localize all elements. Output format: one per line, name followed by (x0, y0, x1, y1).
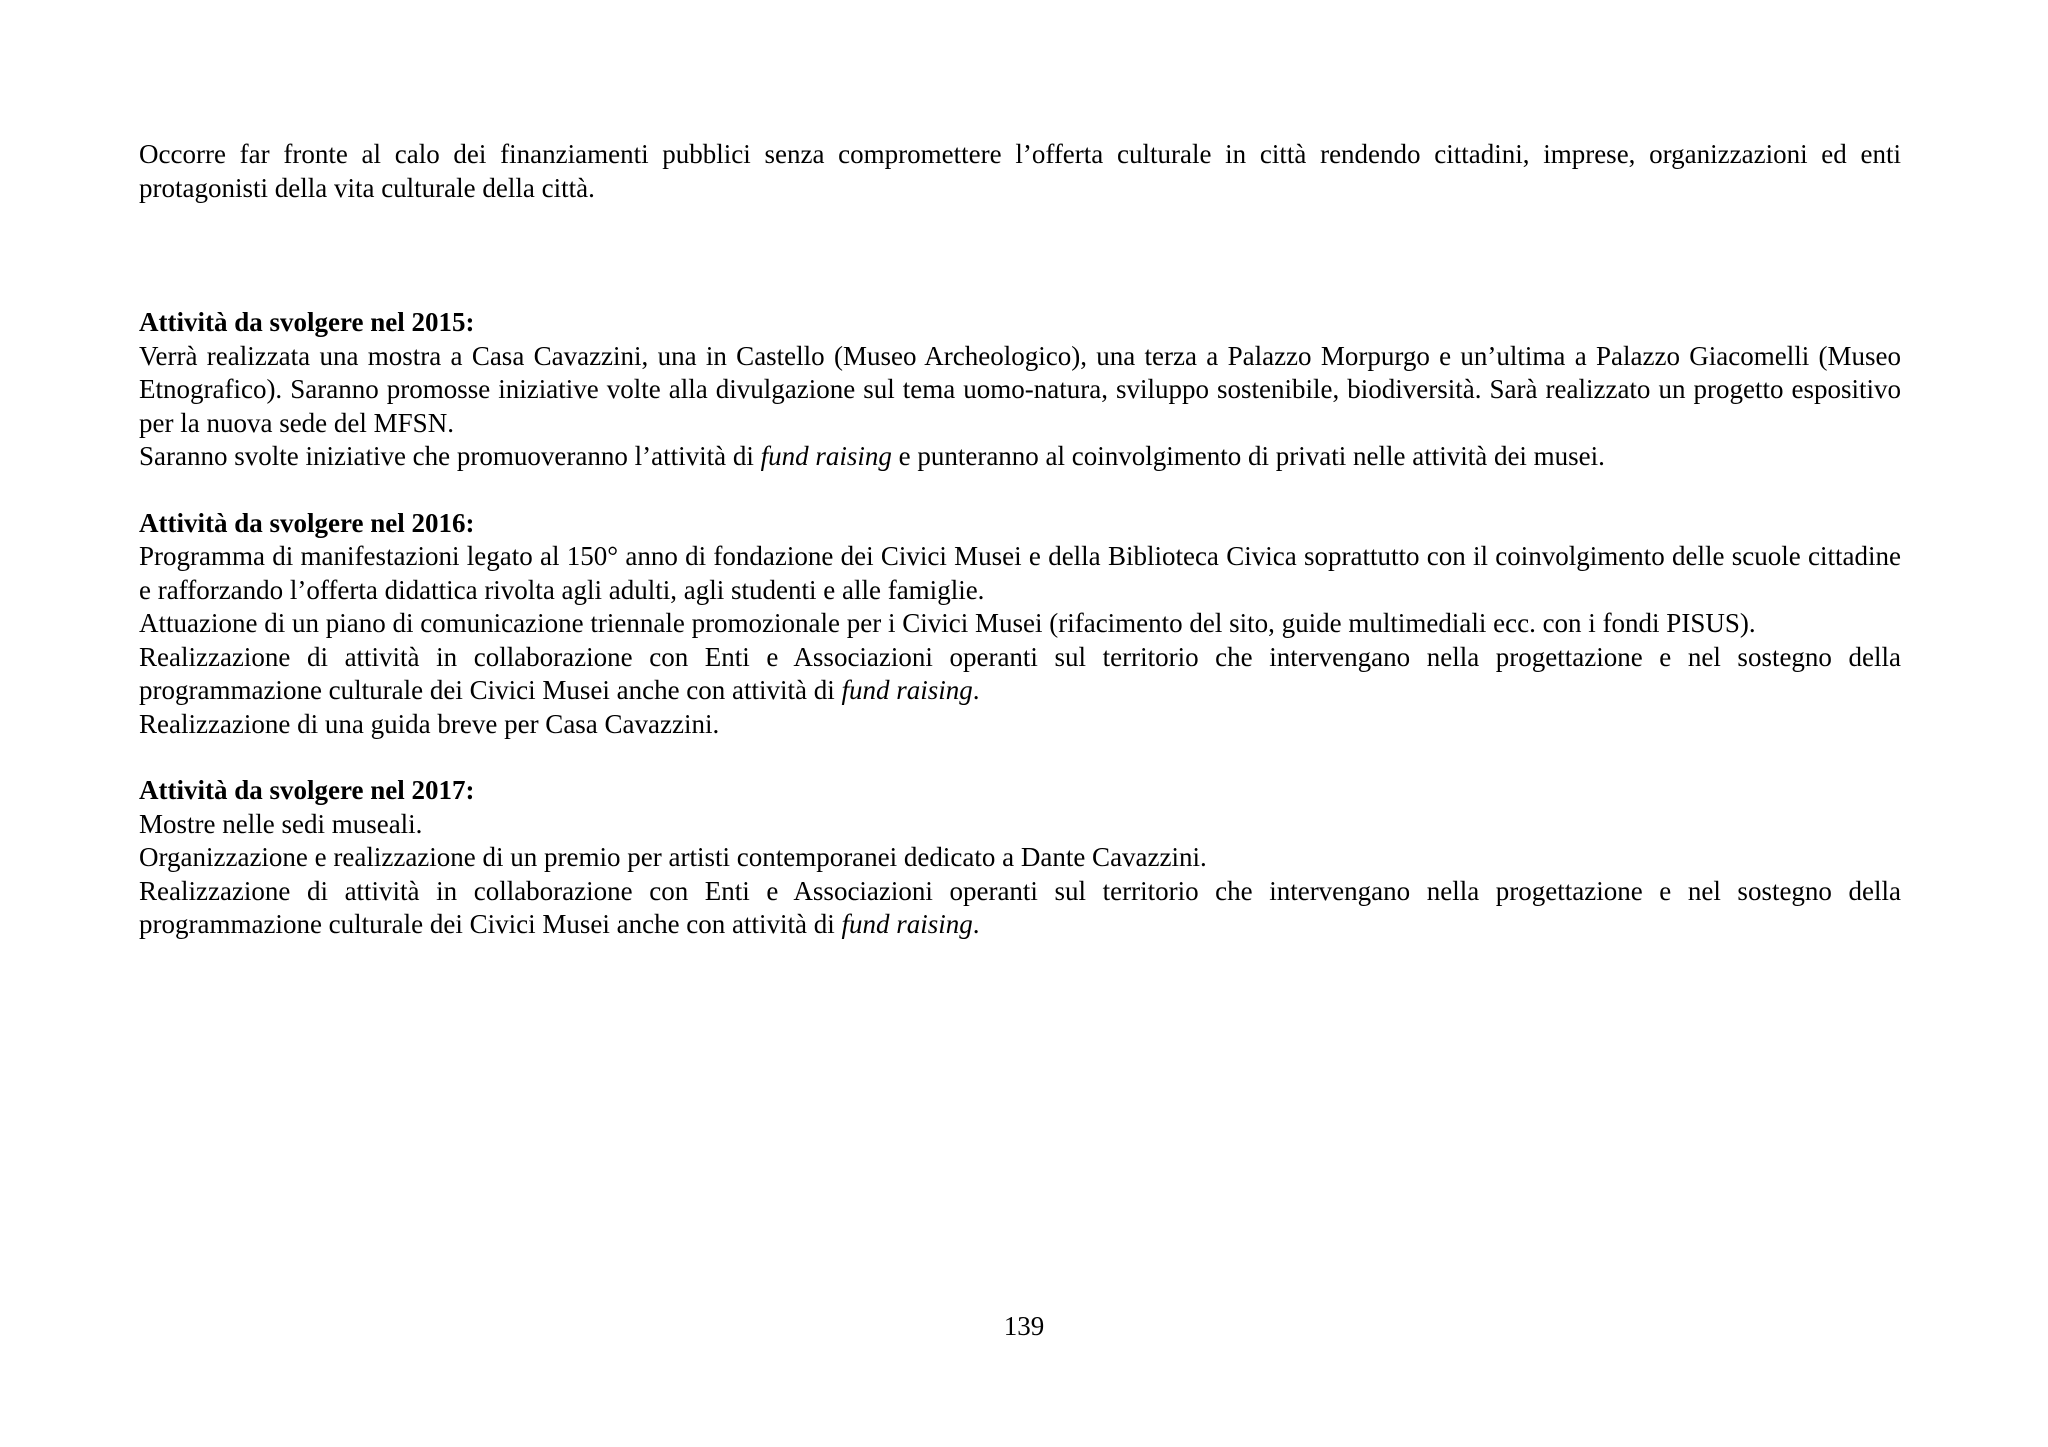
section-2016 (139, 507, 1901, 742)
italic-term: fund raising (841, 675, 973, 705)
paragraph-2015-fund-raising (139, 440, 1901, 474)
section-2017 (139, 774, 1901, 942)
page-number: 139 (1003, 1311, 1045, 1341)
text-run: e punteranno al coinvolgimento di privati nelle attività dei musei. (891, 441, 1605, 471)
section-heading-2016: Attività da svolgere nel 2016: (139, 507, 475, 538)
section-heading-2015: Attività da svolgere nel 2015: (139, 307, 475, 337)
paragraph-2016-communication: Attuazione di un piano di comunicazione triennale promozionale per i Civici Musei (rifacimento del sito, guide multimediali ecc. con i fondi PISUS). (139, 608, 1756, 638)
italic-term: fund raising (841, 909, 973, 939)
text-run: . (972, 675, 980, 705)
paragraph-2016-collaboration (139, 641, 1901, 708)
text-run: . (972, 909, 980, 939)
text-run: Saranno svolte iniziative che promuoveranno l’attività di (139, 441, 761, 471)
intro-paragraph: Occorre far fronte al calo dei finanziamenti pubblici senza compromettere l’offerta culturale in città rendendo cittadini, imprese, organizzazioni ed enti protagonisti della vita culturale della città. (139, 139, 1901, 203)
text-run: Realizzazione di attività in collaborazione con Enti e Associazioni operanti sul territorio che intervengano nella progettazione e nel sostegno della programmazione culturale dei Civici Musei anche con attività di (139, 641, 1901, 705)
paragraph-2017-award: Organizzazione e realizzazione di un premio per artisti contemporanei dedicato a Dante Cavazzini. (139, 842, 1207, 872)
paragraph-2016-program: Programma di manifestazioni legato al 150° anno di fondazione dei Civici Musei e della Biblioteca Civica soprattutto con il coinvolgimento delle scuole cittadine e rafforzando l’offerta didattica rivolta agli adulti, agli studenti e alle famiglie. (139, 541, 1901, 605)
paragraph-2016-guide: Realizzazione di una guida breve per Casa Cavazzini. (139, 708, 720, 739)
italic-term: fund raising (760, 441, 892, 471)
paragraph-2017-exhibitions: Mostre nelle sedi museali. (139, 808, 423, 839)
paragraph-2017-collaboration (139, 875, 1901, 942)
section-heading-2017: Attività da svolgere nel 2017: (139, 775, 475, 805)
page-body (139, 138, 1901, 942)
paragraph-2015-exhibitions: Verrà realizzata una mostra a Casa Cavazzini, una in Castello (Museo Archeologico), una terza a Palazzo Morpurgo e un’ultima a Palazzo Giacomelli (Museo Etnografico). Saranno promosse iniziative volte alla divulgazione sul tema uomo-natura, sviluppo sostenibile, biodiversità. Sarà realizzato un progetto espositivo per la nuova sede del MFSN. (139, 340, 1901, 438)
section-2015 (139, 306, 1901, 474)
text-run: Realizzazione di attività in collaborazione con Enti e Associazioni operanti sul territorio che intervengano nella progettazione e nel sostegno della programmazione culturale dei Civici Musei anche con attività di (139, 875, 1901, 939)
